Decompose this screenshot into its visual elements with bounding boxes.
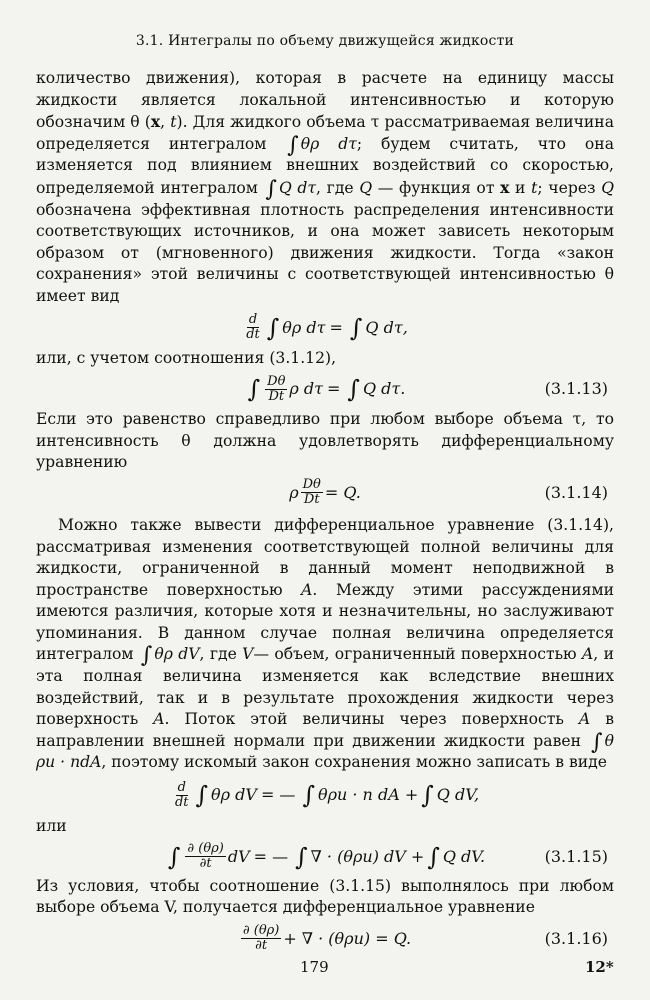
equation-conservation-integral: $\frac{d}{dt}$ ∫ θρ dτ = ∫ Q dτ, xyxy=(246,312,408,343)
connector-text-1: или, с учетом соотношения (3.1.12), xyxy=(36,348,337,367)
running-head: 3.1. Интегралы по объему движущейся жидкости xyxy=(135,33,515,49)
equation-3-1-15: ∫ $\frac{\partial (\theta\rho)}{\partial t}$ dV = — ∫ ∇ · (θρu) dV + ∫ Q dV. (3.1.15) xyxy=(167,841,608,872)
connector-text-2: или xyxy=(36,817,67,836)
paragraph-1: количество движения), которая в расчете на единицу массы жидкости является локальной интенсивностью и которую обозначим θ (x, t). Для жидкого объема τ рассматриваемая величина определяется интегралом ∫ θρ dτ; будем считать, что она изменяется под влиянием внешних воздействий со скоростью, определяемой интегралом ∫ Q dτ, где Q — функция от x и t; через Q обозначена эффективная плотность распределения интенсивности соответствующих источников, и она может зависеть некоторым образом от (мгновенного) движения жидкости. Тогда «закон сохранения» этой величины с соответствующей интенсивностью θ имеет вид xyxy=(36,69,614,305)
page-number: 179 xyxy=(300,958,329,976)
equation-number: (3.1.14) xyxy=(544,483,608,503)
equation-number: (3.1.13) xyxy=(544,379,608,399)
equation-3-1-16: $\frac{\partial (\theta\rho)}{\partial t}$ + ∇ · (θρu) = Q. (3.1.16) xyxy=(242,923,608,954)
signature-mark: 12* xyxy=(585,958,614,976)
equation-3-1-14: ρ $\frac{D\theta}{Dt}$ = Q. (3.1.14) xyxy=(289,477,608,508)
equation-number: (3.1.15) xyxy=(544,846,608,866)
equation-number: (3.1.16) xyxy=(544,929,608,949)
equation-surface-flux: $\frac{d}{dt}$ ∫ θρ dV = — ∫ θρu · n dA + ∫ Q dV, xyxy=(174,779,480,810)
paragraph-4: Из условия, чтобы соотношение (3.1.15) выполнялось при любом выборе объема V, получается дифференциальное уравнение xyxy=(36,876,614,917)
page-body xyxy=(36,68,614,959)
paragraph-3: Можно также вывести дифференциальное уравнение (3.1.14), рассматривая изменения соответствующей полной величины для жидкости, ограниченной в данный момент неподвижной в пространстве поверхностью A. Между этими рассуждениями имеются различия, которые хотя и незначительны, но заслуживают упоминания. В данном случае полная величина определяется интегралом ∫ θρ dV, где V— объем, ограниченный поверхностью A, и эта полная величина изменяется как вследствие внешних воздействий, так и в результате прохождения жидкости через поверхность A. Поток этой величины через поверхность A в направлении внешней нормали при движении жидкости равен ∫ θ ρu · ndA, поэтому искомый закон сохранения можно записать в виде xyxy=(36,515,614,772)
equation-3-1-13: ∫ $\frac{D\theta}{Dt}$ ρ dτ = ∫ Q dτ. (3.1.13) xyxy=(247,373,608,404)
paragraph-2: Если это равенство справедливо при любом выборе объема τ, то интенсивность θ должна удовлетворять дифференциальному уравнению xyxy=(36,410,614,472)
